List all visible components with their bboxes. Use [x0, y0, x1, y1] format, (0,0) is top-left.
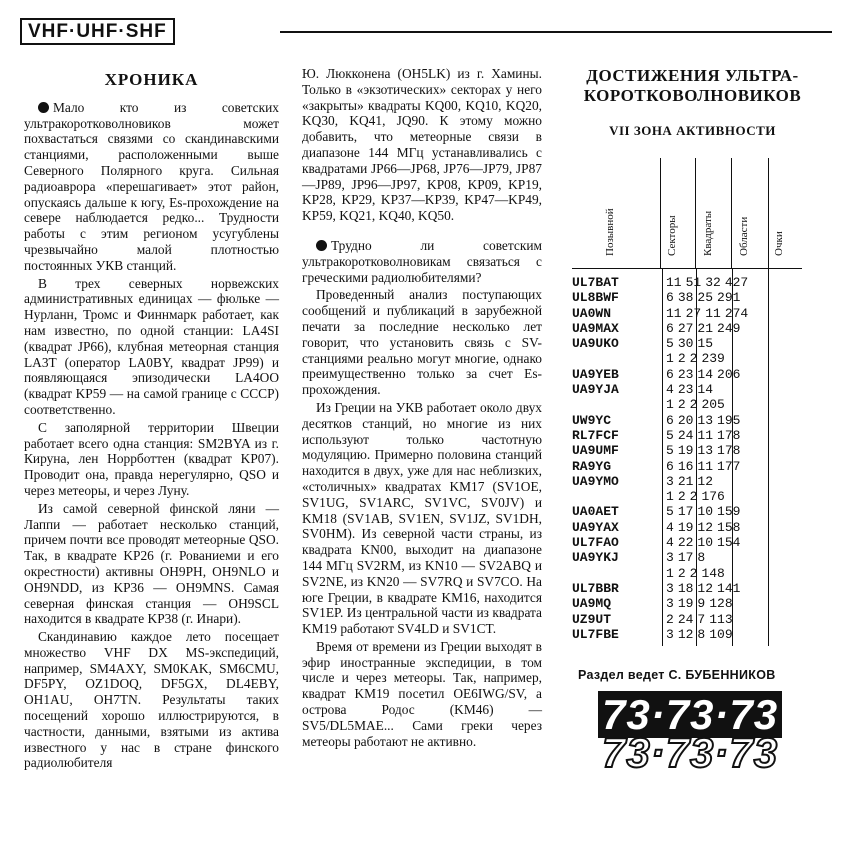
paragraph: С заполярной территории Швеции работает всего одна станция: SM2BYA из г. Кируна, лен Норрботтен (квадрат KP07). Проводит она, правда нерегулярно, QSO и через метеоры, и через Луну. [24, 419, 279, 498]
table-cell [713, 474, 717, 489]
table-cell: 18 [677, 580, 694, 596]
table-cell: UA9YJA [572, 382, 619, 398]
table-cell: 5 [666, 443, 674, 459]
table-cell: 2 [689, 489, 698, 505]
table-cell: 6 [666, 366, 674, 382]
table-cell: RL7FCF [572, 427, 619, 443]
table-cell: UL7BBR [572, 580, 619, 596]
table-cell [572, 351, 662, 366]
table-cell: 13 [697, 443, 714, 459]
table-cell: 249 [717, 320, 741, 336]
table-cell: 8 [697, 626, 706, 642]
table-cell: UA9MQ [572, 596, 612, 612]
table-cell: 17 [677, 504, 694, 520]
table-cell: 8 [697, 550, 706, 566]
table-cell: 4 [666, 382, 674, 398]
left-column [24, 66, 279, 771]
table-cell: UA9YKJ [572, 550, 619, 566]
table-cell: 128 [709, 596, 733, 612]
table-cell [713, 382, 717, 397]
table-cell [713, 336, 717, 351]
table-cell: UA9MAX [572, 320, 619, 336]
masthead: VHF·UHF·SHF [20, 18, 175, 45]
bullet-icon [38, 102, 49, 113]
table-cell: 3 [666, 596, 674, 612]
table-cell: 51 [685, 275, 702, 290]
table-cell: 5 [666, 504, 674, 520]
table-cell: 16 [677, 458, 694, 474]
table-cell: 176 [701, 489, 725, 505]
table-cell: 3 [666, 550, 674, 566]
paragraph: Проведенный анализ поступающих сообщений и публикаций в зарубежной печати за последние несколько лет говорит, что установить связь с SV-станциями реально могут многие, однако преимущественно только за счет Es-прохождения. [302, 287, 542, 398]
table-cell: 13 [697, 412, 714, 428]
table-cell: 195 [717, 412, 741, 428]
table-body [572, 269, 802, 642]
table-cell: 2 [677, 489, 686, 505]
table-cell: 22 [677, 535, 694, 551]
table-cell: 178 [717, 443, 741, 459]
table-cell: UW9YC [572, 412, 612, 428]
table-cell: 274 [724, 305, 749, 321]
table-cell: UL8BWF [572, 290, 619, 306]
table-cell: 113 [709, 611, 733, 627]
table-cell: 4 [666, 535, 674, 551]
table-cell: 14 [697, 382, 714, 398]
header-callsign: Позывной [572, 158, 661, 268]
logo-73 [598, 691, 790, 776]
table-cell: 9 [697, 596, 706, 612]
table-cell: UA9YEB [572, 366, 619, 382]
paragraph: Скандинавию каждое лето посещает множество VHF DX MS-экспедиций, например, SM4AXY, SM0KAK, SM6CMU, DF5PY, OZ1DOQ, DF5GX, DL4EBY, OH1AU, OH7TN. Результаты таких посещений хорошо иллюстрируются, в частности, данными, взятыми из актива известного у нас в стране финского радиолюбителя [24, 629, 279, 771]
table-cell: 19 [677, 519, 694, 535]
table-cell: 11 [697, 427, 714, 443]
table-cell [572, 397, 662, 412]
table-cell: 141 [717, 580, 741, 596]
table-cell: 23 [677, 382, 694, 398]
table-cell: 10 [697, 504, 714, 520]
table-cell: 12 [697, 473, 714, 489]
table-cell: 11 [666, 275, 682, 290]
table-cell: 2 [677, 351, 686, 367]
paragraph: В трех северных норвежских административных единицах — фюльке — Нурланн, Тромс и Финнмарк работает, как нам известно, по одной станции: LA4SI (квадрат JP66), клубная метеорная станция LA3T (оператор LA0BY, квадрат JP99) и появляющаяся эпизодически LA4OO (квадрат KP59 — на самой границе с СССР) соответственно. [24, 275, 279, 417]
table-cell: 6 [666, 320, 674, 336]
table-cell: 2 [677, 565, 686, 581]
table-header [572, 158, 802, 269]
table-cell: 1 [666, 565, 674, 581]
table-cell: 6 [666, 290, 674, 306]
table-cell: 25 [697, 290, 714, 306]
header-squares: Квадраты [696, 158, 732, 268]
table-cell: RA9YG [572, 458, 612, 474]
table-cell: 12 [697, 580, 714, 596]
spacer [302, 224, 542, 238]
column-divider [768, 269, 769, 646]
table-cell: 7 [697, 611, 706, 627]
table-cell: 21 [697, 320, 714, 336]
table-cell: 15 [697, 336, 714, 352]
table-cell [572, 566, 662, 581]
table-cell: 3 [666, 580, 674, 596]
paragraph: Из самой северной финской ляни — Лаппи — работает несколько станций, причем почти все проводят метеорные QSO. Так, в квадрате KP26 (г. Рованиеми и его окрестности) активны OH9PH, OH9NLO и OH9NDD, из KP36 — OH9MNS. Самая северная финская станция — OH9SCL находится в квадрате KP38 (г. Инари). [24, 500, 279, 627]
table-cell: UL7FAO [572, 535, 619, 551]
table-cell: 2 [689, 397, 698, 413]
table-cell: UL7FBE [572, 626, 619, 642]
masthead-rule [280, 31, 832, 33]
table-cell: 38 [677, 290, 694, 306]
table-cell: 177 [717, 458, 741, 474]
table-cell: 19 [677, 443, 694, 459]
table-cell [705, 550, 709, 565]
table-cell: 1 [666, 351, 674, 367]
middle-column [302, 66, 542, 749]
table-cell: 4 [666, 519, 674, 535]
table-cell: UA0AET [572, 504, 619, 520]
table-cell: 239 [701, 351, 725, 367]
table-cell: 5 [666, 336, 674, 352]
table-cell: 2 [666, 611, 674, 627]
table-cell: 291 [717, 290, 741, 306]
logo-line-2: 73·73·73 [602, 729, 779, 776]
table-cell: 2 [689, 565, 698, 581]
paragraph: Время от времени из Греции выходят в эфир иностранные экспедиции, в том числе и через метеоры. Так, например, квадрат KM19 посетил OE6IWG/SV, а острова Родос (KM46) — SV5/DL5MAE... Сами греки через метеоры работают не активно. [302, 638, 542, 749]
table-cell: 5 [666, 427, 674, 443]
table-cell: 27 [685, 305, 702, 321]
table-cell: 154 [717, 535, 741, 551]
bullet-icon [316, 240, 327, 251]
table-cell: 148 [701, 565, 725, 581]
table-cell [572, 489, 662, 504]
standings-table [572, 158, 802, 642]
table-cell: 24 [677, 611, 694, 627]
table-cell: 21 [677, 473, 694, 489]
table-cell: 159 [717, 504, 741, 520]
table-cell: 27 [677, 320, 694, 336]
table-cell: 205 [701, 397, 725, 413]
table-cell: 20 [677, 412, 694, 428]
table-cell: UL7BAT [572, 275, 619, 290]
table-cell: 32 [705, 275, 721, 290]
table-cell: UA0WN [572, 305, 612, 321]
table-cell: 6 [666, 458, 674, 474]
logo-line-1: 73·73·73 [598, 691, 782, 738]
table-cell: 178 [717, 427, 741, 443]
header-regions: Области [732, 158, 768, 268]
table-cell: 17 [677, 550, 694, 566]
table-subtitle: VII ЗОНА АКТИВНОСТИ [609, 123, 776, 138]
table-title: ДОСТИЖЕНИЯ УЛЬТРА-КОРОТКОВОЛНОВИКОВ [583, 66, 802, 105]
paragraph: Мало кто из советских ультракоротковолновиков может похвастаться связями со скандинавскими станциями, расположенными выше Северного Полярного круга. Сильная радиоаврора «перешагивает» этот район, опускаясь дальше к югу, Es-прохождение на севере наблюдается редко... Трудности работы с этим регионом усугублены чрезвычайно малой плотностью постоянных УКВ станций. [24, 99, 279, 273]
table-cell: 14 [697, 366, 714, 382]
table-cell: 427 [724, 275, 749, 290]
table-cell: UA9UMF [572, 443, 619, 459]
table-cell: UZ9UT [572, 611, 612, 627]
table-cell: 30 [677, 336, 694, 352]
table-cell: UA9UKO [572, 336, 619, 352]
table-cell: 24 [677, 427, 694, 443]
table-cell: 11 [666, 305, 682, 321]
table-cell: 2 [689, 351, 698, 367]
table-cell: 12 [697, 519, 714, 535]
section-heading: ХРОНИКА [104, 70, 199, 89]
table-cell: 12 [677, 626, 694, 642]
table-cell: 3 [666, 473, 674, 489]
paragraph: Трудно ли советским ультракоротковолновикам связаться с греческими радиолюбителями? [302, 237, 542, 285]
table-cell: 1 [666, 489, 674, 505]
table-cell: 1 [666, 397, 674, 413]
table-cell: 11 [697, 458, 714, 474]
paragraph: Ю. Люкконена (OH5LK) из г. Хамины. Только в «экзотических» секторах у него «закрыты» квадраты KQ00, KQ10, KQ20, KQ30, KQ41, JQ90. К этому можно добавить, что метеорные связи в диапазоне 144 МГц устанавливались с квадратами JP66—JP68, JP76—JP79, JP87—JP89, JP96—JP97, KP08, KP09, KP19, KP28, KP29, KP37—KP39, KP47—KP49, KP59, KQ21, KQ40, KQ50. [302, 66, 542, 224]
table-cell: 19 [677, 596, 694, 612]
paragraph: Из Греции на УКВ работает около двух десятков станций, но многие из них используют только частотную модуляцию. Примерно половина станций находится в двух, уже для нас неблизких, «столичных» квадратах KM17 (SV1OE, SV1UG, SV1ARC, SV1VC, SV0JV) и KM18 (SV1AB, SV1EN, SV1JZ, SV1DH, SV0HM). Из северной части страны, из квадрата KN00, выходит на диапазоне 144 МГц SV2RM, из KN10 — SV2ABQ и SV2NE, из KN20 — SV7RQ и SV7CO. На юге Греции, в квадрате KM16, находится SV1EP. Из центральной части из квадрата KM19 работают SV4LD и SV1CT. [302, 399, 542, 637]
table-cell: 10 [697, 535, 714, 551]
table-cell: 206 [717, 366, 741, 382]
table-cell: 6 [666, 412, 674, 428]
table-cell: UA9YAX [572, 519, 619, 535]
table-cell: 11 [705, 305, 721, 321]
table-cell: 2 [677, 397, 686, 413]
table-cell: 3 [666, 626, 674, 642]
header-points: Очки [773, 231, 786, 256]
table-cell: UA9YMO [572, 473, 619, 489]
table-cell: 23 [677, 366, 694, 382]
table-cell: 109 [709, 626, 733, 642]
table-cell: 158 [717, 519, 741, 535]
header-sectors: Секторы [661, 158, 695, 268]
section-credit: Раздел ведет С. БУБЕННИКОВ [578, 668, 776, 682]
